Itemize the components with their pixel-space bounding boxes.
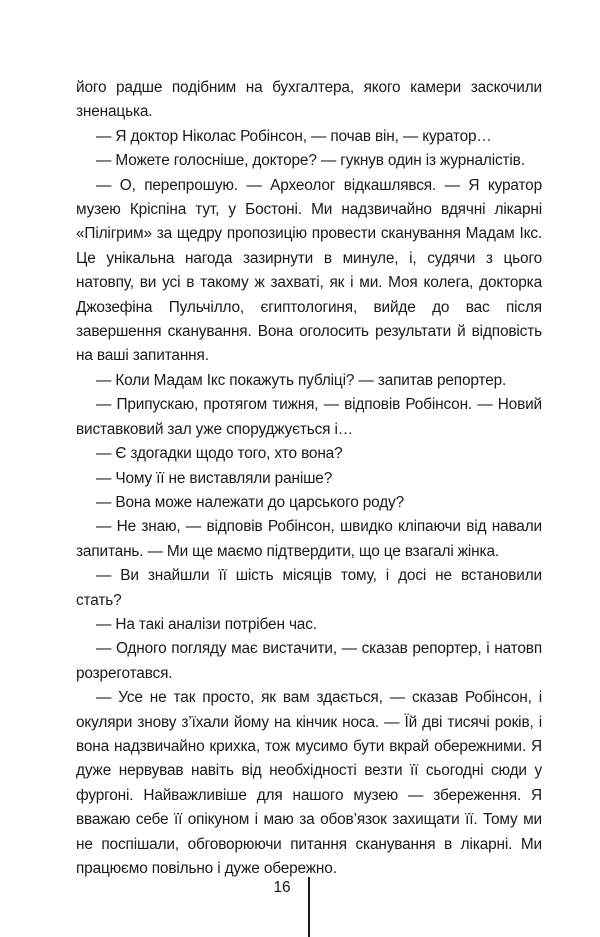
- paragraph-continuation: його радше подібним на бухгалтера, якого камери заскочили зненацька.: [76, 79, 542, 121]
- paragraph: — Я доктор Ніколас Робінсон, — почав він, — куратор…: [96, 127, 492, 145]
- paragraph: — Вона може належати до царського роду?: [96, 493, 404, 511]
- page-number-rule: [308, 877, 310, 937]
- paragraph: — О, перепрошую. — Археолог відкашлявся. — Я куратор музею Кріспіна тут, у Бостоні. Ми надзвичайно вдячні лікарні «Пілігрим» за щедру пропозицію провести сканування Мадам Ікс. Це унікальна нагода зазирнути в минуле, і, судячи з цього натовпу, ви усі в такому ж захваті, як і ми. Моя колега, докторка Джозефіна Пульчілло, єгиптологиня, вийде до вас після завершення сканування. Вона оголосить результати й відповість на ваші запитання.: [76, 176, 542, 365]
- paragraph: — Коли Мадам Ікс покажуть публіці? — запитав репортер.: [96, 371, 507, 389]
- paragraph: — На такі аналізи потрібен час.: [96, 615, 317, 633]
- page-number: 16: [273, 879, 291, 896]
- paragraph: — Можете голосніше, докторе? — гукнув один із журналістів.: [96, 152, 525, 170]
- paragraph: — Одного погляду має вистачити, — сказав репортер, і натовп розреготався.: [76, 640, 542, 682]
- paragraph: — Є здогадки щодо того, хто вона?: [96, 445, 343, 463]
- paragraph: — Припускаю, протягом тижня, — відповів Робінсон. — Новий виставковий зал уже споруджується і…: [76, 396, 542, 438]
- paragraph: — Ви знайшли її шість місяців тому, і досі не встановили стать?: [76, 567, 542, 609]
- paragraph: — Усе не так просто, як вам здається, — сказав Робінсон, і окуляри знову з’їхали йому на кінчик носа. — Їй дві тисячі років, і вона надзвичайно крихка, тож мусимо бути вкрай обережними. Я дуже нервував навіть від необхідності везти її сьогодні сюди у фургоні. Найважливіше для нашого музею — збереження. Я вважаю себе її опікуном і маю за обов’язок захищати її. Тому ми не поспішали, обговорюючи питання сканування в лікарні. Ми працюємо повільно і дуже обережно.: [76, 689, 542, 877]
- paragraph: — Не знаю, — відповів Робінсон, швидко кліпаючи від навали запитань. — Ми ще маємо підтвердити, що це взагалі жінка.: [76, 518, 542, 560]
- page-body-text: [76, 76, 542, 881]
- paragraph: — Чому її не виставляли раніше?: [96, 469, 333, 487]
